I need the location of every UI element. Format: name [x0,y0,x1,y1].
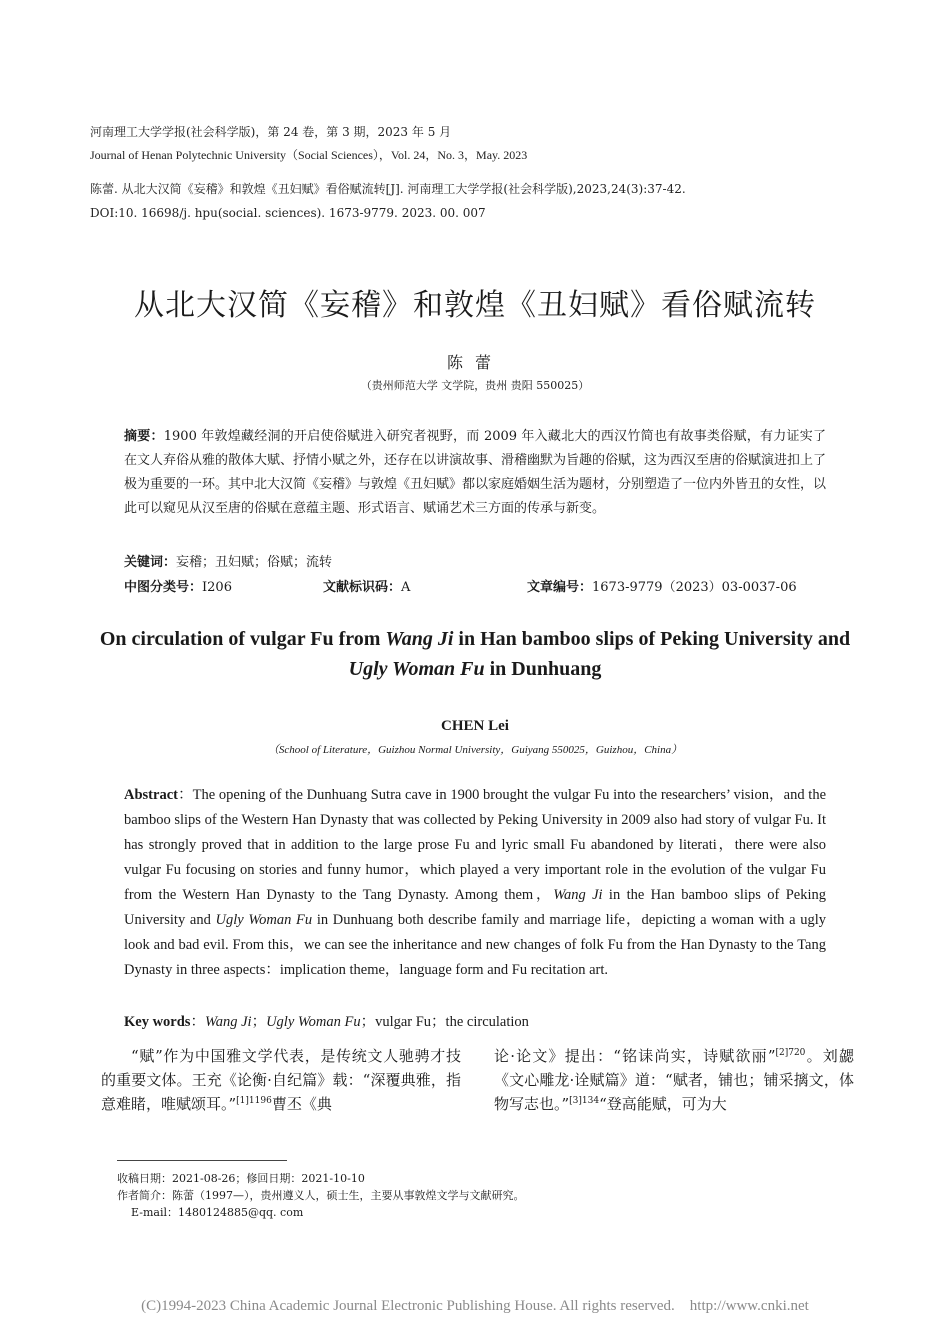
page-title-en [0,624,950,684]
footnotes [117,1170,525,1221]
abstract-en-italic: Wang Ji [553,887,603,903]
keyword-en-italic: Ugly Woman Fu [266,1014,361,1030]
keyword-en-italic: Wang Ji [204,1014,252,1030]
doc-value: A [401,580,411,595]
title-en-italic: Wang Ji [385,628,454,650]
citation-line: 陈蕾. 从北大汉简《妄稽》和敦煌《丑妇赋》看俗赋流转[J]. 河南理工大学学报(社会科学版),2023,24(3):37-42. [90,182,686,196]
keywords-cn [124,551,332,570]
clc-value: I206 [202,580,232,595]
citation-ref: [3]134 [569,1096,600,1106]
article-label: 文章编号： [527,580,593,595]
clc-label: 中图分类号： [124,580,203,595]
doc-label: 文献标识码： [323,580,402,595]
abstract-en-italic: Ugly Woman Fu [215,912,313,928]
footnote-divider [117,1160,287,1161]
cnki-watermark: (C)1994-2023 China Academic Journal Electronic Publishing House. All rights reserved. http://www.cnki.net [141,1298,809,1314]
keyword-en-sep: ； [251,1014,267,1030]
title-en-part: On circulation of vulgar Fu from [99,628,386,650]
body-text: 曹丕《典 [271,1095,332,1113]
citation-ref: [1]1196 [236,1096,272,1106]
body-text: 论·论文》提出：“铭诔尚实，诗赋欲丽” [494,1047,776,1065]
title-en-part: in Dunhuang [484,658,602,680]
abstract-en-colon: ： [177,787,193,803]
author-en: CHEN Lei [441,718,509,734]
author-cn: 陈蕾 [446,353,503,372]
keywords-en [124,1010,529,1031]
abstract-en [124,783,826,983]
abstract-en-text: The opening of the Dunhuang Sutra cave in 1900 brought the vulgar Fu into the researchers’ vision，and the bamboo slips of the Western Han Dynasty that was collected by Peking University in 2009 also had story of vulgar Fu. It has strongly proved that in addition to the large prose Fu and lyric small Fu abandoned by literati，there were also vulgar Fu focusing on stories and funny humor，which played a very important role in the evolution of the vulgar Fu from the Western Han Dynasty to the Tang Dynasty. Among them， [124,787,827,903]
title-en-italic: Ugly Woman Fu [348,658,485,680]
footnote-received: 收稿日期：2021-08-26；修回日期：2021-10-10 [117,1172,365,1185]
doc-code [323,576,410,595]
abstract-en-text: in the Han bamboo slips of Peking University and [124,887,826,928]
body-column-left [101,1044,461,1116]
abstract-cn-label: 摘要： [124,429,164,444]
body-column-right [494,1044,854,1116]
keywords-en-rest: ；vulgar Fu；the circulation [360,1014,529,1030]
doi-line: DOI:10. 16698/j. hpu(social. sciences). 1673-9779. 2023. 00. 007 [90,206,486,220]
article-number [527,576,797,595]
keywords-en-colon: ： [190,1014,205,1030]
title-en-part: in Han bamboo slips of Peking University and [453,628,851,650]
abstract-en-text: in Dunhuang both describe family and marriage life，depicting a woman with a ugly look and bad evil. From this，we can see the inheritance and new changes of folk Fu from the Han Dynasty to the Tang Dynasty in three aspects：implication theme，language form and Fu recitation art. [124,912,827,978]
footnote-bio: 作者简介：陈蕾（1997—），贵州遵义人，硕士生，主要从事敦煌文学与文献研究。 [117,1189,525,1202]
article-value: 1673-9779（2023）03-0037-06 [592,580,797,595]
abstract-en-label: Abstract [124,787,178,803]
page-title-cn: 从北大汉简《妄稽》和敦煌《丑妇赋》看俗赋流转 [134,288,816,323]
citation-ref: [2]720 [775,1048,806,1058]
abstract-cn-text: 1900 年敦煌藏经洞的开启使俗赋进入研究者视野，而 2009 年入藏北大的西汉竹简也有故事类俗赋，有力证实了在文人弃俗从雅的散体大赋、抒情小赋之外，还存在以讲演故事、滑稽幽默为旨趣的俗赋，这为西汉至唐的俗赋演进扣上了极为重要的一环。其中北大汉简《妄稽》与敦煌《丑妇赋》都以家庭婚姻生活为题材，分别塑造了一位内外皆丑的女性，以此可以窥见从汉至唐的俗赋在意蕴主题、形式语言、赋诵艺术三方面的传承与新变。 [124,429,827,516]
abstract-cn [124,425,826,521]
keywords-cn-text: 妄稽；丑妇赋；俗赋；流转 [176,555,333,570]
affiliation-cn: （贵州师范大学 文学院，贵州 贵阳 550025） [360,379,590,392]
body-text: 。刘勰《文心雕龙·诠赋篇》道：“赋者，铺也；铺采摛文，体物写志也。” [494,1047,854,1113]
clc-code [124,576,232,595]
body-text: “赋”作为中国雅文学代表，是传统文人驰骋才技的重要文体。王充《论衡·自纪篇》载：“深覆典雅，指意难睹，唯赋颂耳。” [101,1047,461,1113]
footnote-email: E-mail：1480124885@qq. com [131,1206,304,1219]
keywords-cn-label: 关键词： [124,555,177,570]
affiliation-en: （School of Literature，Guizhou Normal University，Guiyang 550025，Guizhou，China） [267,744,683,756]
body-text: “登高能赋，可为大 [599,1095,727,1113]
journal-header-cn: 河南理工大学学报(社会科学版)，第 24 卷，第 3 期，2023 年 5 月 [90,125,452,139]
keywords-en-label: Key words [124,1014,191,1030]
journal-header-en: Journal of Henan Polytechnic University（Social Sciences），Vol. 24，No. 3，May. 2023 [90,148,528,162]
